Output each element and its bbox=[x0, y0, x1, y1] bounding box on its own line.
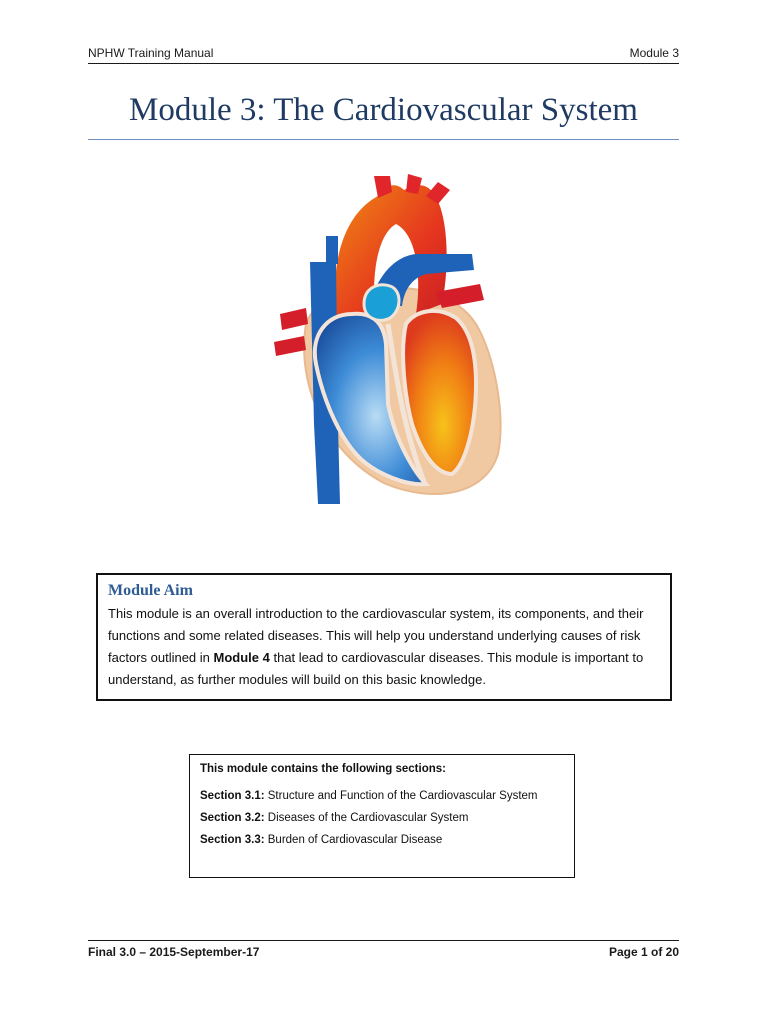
page-footer bbox=[88, 940, 679, 959]
header-manual-name: NPHW Training Manual bbox=[88, 46, 214, 60]
sections-box bbox=[189, 754, 575, 878]
module-aim-module-ref: Module 4 bbox=[213, 650, 270, 665]
module-aim-text bbox=[108, 603, 660, 691]
section-item bbox=[200, 834, 564, 846]
section-label: Section 3.2: bbox=[200, 812, 265, 824]
section-item bbox=[200, 812, 564, 824]
sections-intro: This module contains the following sections: bbox=[200, 763, 446, 775]
section-title: Diseases of the Cardiovascular System bbox=[264, 812, 469, 824]
section-item bbox=[200, 790, 564, 802]
section-label: Section 3.3: bbox=[200, 834, 265, 846]
header-module-number: Module 3 bbox=[629, 46, 679, 60]
module-aim-heading: Module Aim bbox=[108, 582, 193, 599]
module-aim-text-part2: that lead to cardiovascular diseases. This module is important to understand, as further modules will build on this basic knowledge. bbox=[108, 650, 644, 687]
section-label: Section 3.1: bbox=[200, 790, 265, 802]
section-title: Burden of Cardiovascular Disease bbox=[264, 834, 443, 846]
page-header bbox=[88, 46, 679, 64]
page-title: Module 3: The Cardiovascular System bbox=[88, 92, 679, 140]
heart-illustration bbox=[266, 174, 510, 508]
module-aim-text-part1: This module is an overall introduction to the cardiovascular system, its components, and their functions and some related diseases. This will help you understand underlying causes of risk factors outlined in bbox=[108, 606, 644, 665]
footer-version: Final 3.0 – 2015-September-17 bbox=[88, 945, 260, 959]
footer-page-number: Page 1 of 20 bbox=[608, 945, 679, 959]
module-aim-box bbox=[96, 573, 672, 701]
section-title: Structure and Function of the Cardiovascular System bbox=[264, 790, 538, 802]
